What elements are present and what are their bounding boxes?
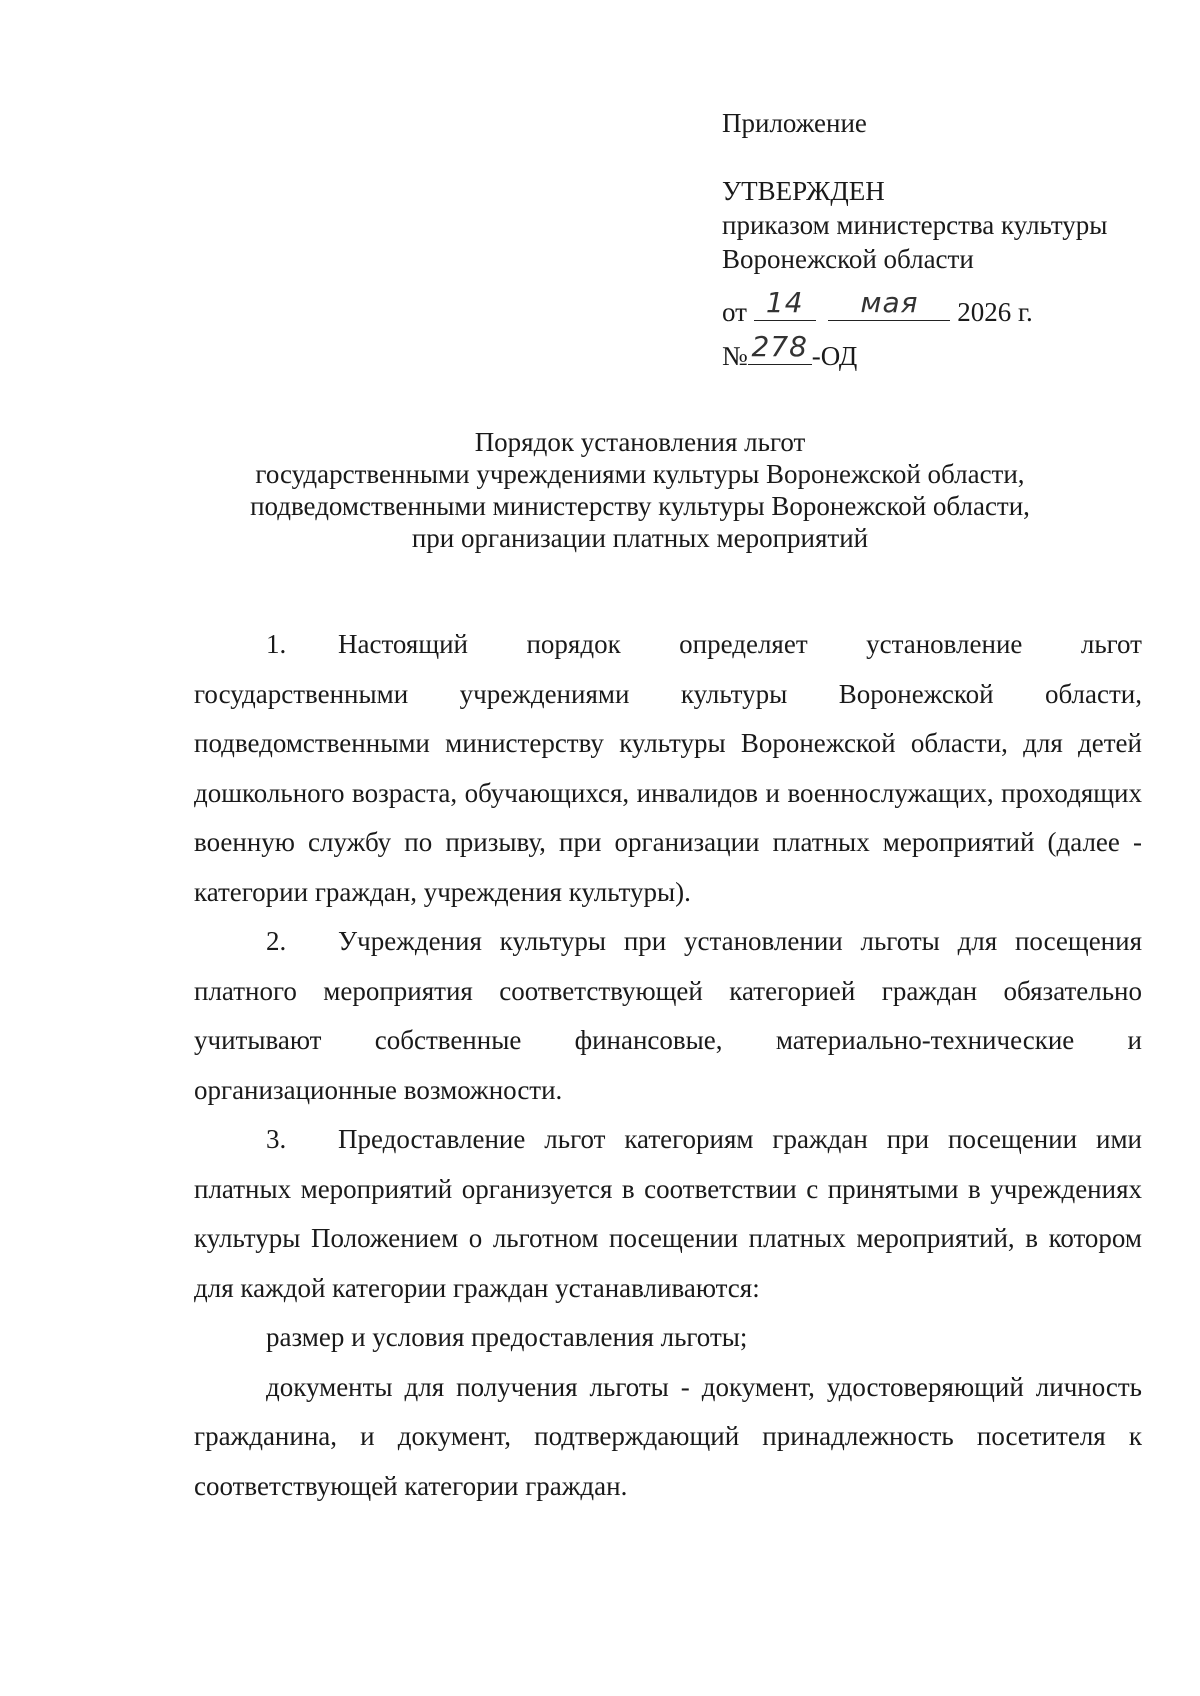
approval-stamp-block (722, 106, 1162, 376)
approved-by-line-2: Воронежской области (722, 244, 974, 274)
paragraph-2-text: Учреждения культуры при установлении льготы для посещения платного мероприятия соответствующей категорией граждан обязательно учитывают собственные финансовые, материально-технические и организационные возможности. (194, 926, 1142, 1105)
appendix-label: Приложение (722, 108, 867, 138)
paragraph-2-number: 2. (266, 926, 287, 956)
paragraph-1-text: Настоящий порядок определяет установление льгот государственными учреждениями культуры Воронежской области, подведомственными министерству культуры Воронежской области, для детей дошкольного возраста, обучающихся, инвалидов и военнослужащих, проходящих военную службу по призыву, при организации платных мероприятий (далее - категории граждан, учреждения культуры). (194, 629, 1142, 907)
paragraph-1 (194, 620, 1142, 917)
date-month-handwritten: мая (860, 286, 919, 319)
date-day-blank (754, 288, 816, 321)
number-blank (748, 332, 812, 365)
date-prefix: от (722, 297, 747, 327)
title-line-4: при организации платных мероприятий (411, 523, 869, 553)
title-line-3: подведомственными министерству культуры Воронежской области, (250, 491, 1030, 521)
date-month-blank (828, 288, 950, 321)
paragraph-4-text: размер и условия предоставления льготы; (266, 1322, 748, 1352)
number-sign: № (722, 341, 748, 371)
approved-label: УТВЕРЖДЕН (722, 176, 885, 206)
number-suffix: -ОД (811, 341, 858, 371)
paragraph-5 (194, 1363, 1142, 1512)
date-year: 2026 г. (957, 297, 1033, 327)
approval-number-line (722, 332, 1162, 376)
paragraph-3 (194, 1115, 1142, 1313)
date-day-handwritten: 14 (765, 286, 804, 319)
paragraph-2 (194, 917, 1142, 1115)
document-body (194, 620, 1142, 1511)
approval-date-line (722, 288, 1162, 332)
paragraph-3-text: Предоставление льгот категориям граждан при посещении ими платных мероприятий организуется в соответствии с принятыми в учреждениях культуры Положением о льготном посещении платных мероприятий, в котором для каждой категории граждан устанавливаются: (194, 1124, 1142, 1303)
paragraph-3-number: 3. (266, 1124, 287, 1154)
number-handwritten: 278 (751, 330, 808, 363)
title-line-1: Порядок установления льгот (474, 427, 806, 457)
paragraph-4 (194, 1313, 1142, 1363)
title-line-2: государственными учреждениями культуры Воронежской области, (255, 459, 1025, 489)
approved-by-line-1: приказом министерства культуры (722, 210, 1108, 240)
document-title (190, 426, 1090, 554)
paragraph-5-text: документы для получения льготы - документ, удостоверяющий личность гражданина, и документ, подтверждающий принадлежность посетителя к соответствующей категории граждан. (194, 1371, 1142, 1501)
paragraph-1-number: 1. (266, 629, 287, 659)
